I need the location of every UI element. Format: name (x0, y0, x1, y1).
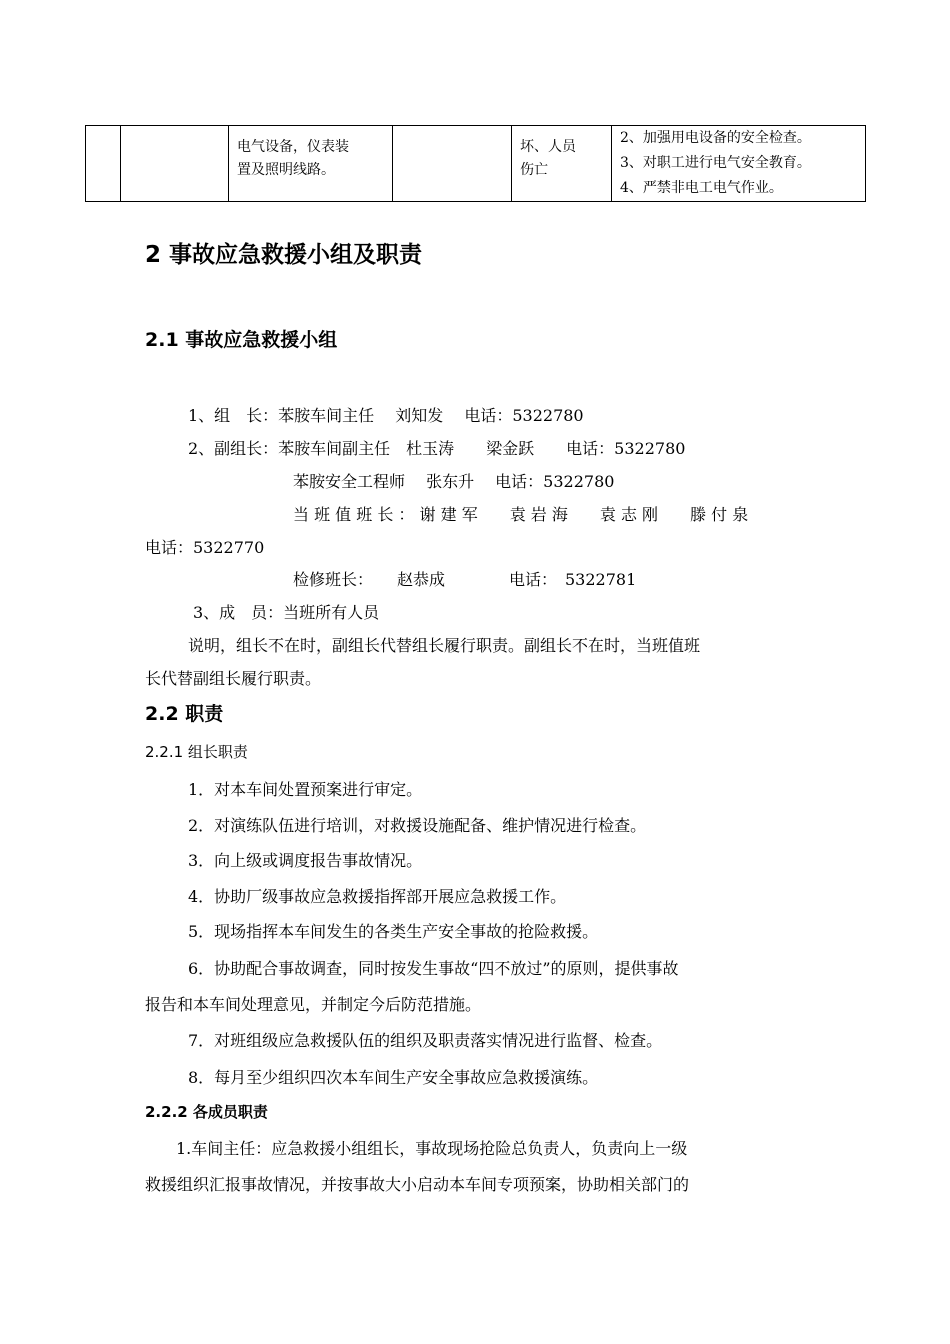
cell-line: 电气设备，仪表装 (237, 139, 349, 155)
list-item: 1．对本车间处置预案进行审定。 (188, 780, 423, 799)
member-duty-line-2: 救援组织汇报事故情况，并按事故大小启动本车间专项预案，协助相关部门的 (145, 1175, 690, 1194)
section-2-2-heading: 2.2 职责 (145, 703, 224, 725)
members-line: 3、成 员：当班所有人员 (193, 603, 380, 622)
deputy-leader-line-2: 苯胺安全工程师 张东升 电话：5322780 (293, 472, 615, 491)
shift-leader-phone: 电话：5322770 (145, 538, 265, 557)
maintenance-leader-line: 检修班长： 赵恭成 电话： 5322781 (293, 570, 637, 589)
note-line-2: 长代替副组长履行职责。 (145, 669, 322, 688)
section-2-heading: 2 事故应急救援小组及职责 (145, 242, 423, 268)
table-cell (393, 126, 512, 202)
table-cell-equipment (229, 126, 393, 202)
list-item: 6．协助配合事故调查，同时按发生事故“四不放过”的原则，提供事故 (188, 959, 679, 978)
cell-line: 坏、人员 (520, 139, 576, 155)
cell-line: 4、严禁非电工电气作业。 (620, 180, 783, 196)
section-2-1-heading: 2.1 事故应急救援小组 (145, 329, 338, 351)
table-cell (86, 126, 121, 202)
shift-leader-line: 当 班 值 班 长 ： 谢 建 军 袁 岩 海 袁 志 刚 滕 付 泉 (293, 505, 749, 524)
table-row (86, 126, 866, 202)
list-item: 3．向上级或调度报告事故情况。 (188, 851, 423, 870)
member-duty-line-1: 1.车间主任：应急救援小组组长，事故现场抢险总负责人，负责向上一级 (176, 1139, 688, 1158)
leader-line: 1、组 长：苯胺车间主任 刘知发 电话：5322780 (188, 406, 584, 425)
cell-line: 2、加强用电设备的安全检查。 (620, 130, 811, 146)
list-item: 4．协助厂级事故应急救援指挥部开展应急救援工作。 (188, 887, 567, 906)
list-item: 8．每月至少组织四次本车间生产安全事故应急救援演练。 (188, 1068, 599, 1087)
hazard-table (85, 125, 866, 202)
table-cell-consequence (512, 126, 612, 202)
cell-line: 3、对职工进行电气安全教育。 (620, 155, 811, 171)
list-item: 5．现场指挥本车间发生的各类生产安全事故的抢险救援。 (188, 922, 599, 941)
section-2-2-1-heading: 2.2.1 组长职责 (145, 743, 248, 761)
list-item: 2．对演练队伍进行培训，对救援设施配备、维护情况进行检查。 (188, 816, 647, 835)
cell-line: 伤亡 (520, 162, 548, 178)
list-item: 7．对班组级应急救援队伍的组织及职责落实情况进行监督、检查。 (188, 1031, 663, 1050)
table-cell (121, 126, 229, 202)
table-cell-measures (612, 126, 866, 202)
list-item-continued: 报告和本车间处理意见，并制定今后防范措施。 (145, 995, 482, 1014)
cell-line: 置及照明线路。 (237, 162, 335, 178)
note-line-1: 说明，组长不在时，副组长代替组长履行职责。副组长不在时，当班值班 (188, 636, 701, 655)
section-2-2-2-heading: 2.2.2 各成员职责 (145, 1103, 268, 1121)
deputy-leader-line: 2、副组长：苯胺车间副主任 杜玉涛 梁金跃 电话：5322780 (188, 439, 686, 458)
